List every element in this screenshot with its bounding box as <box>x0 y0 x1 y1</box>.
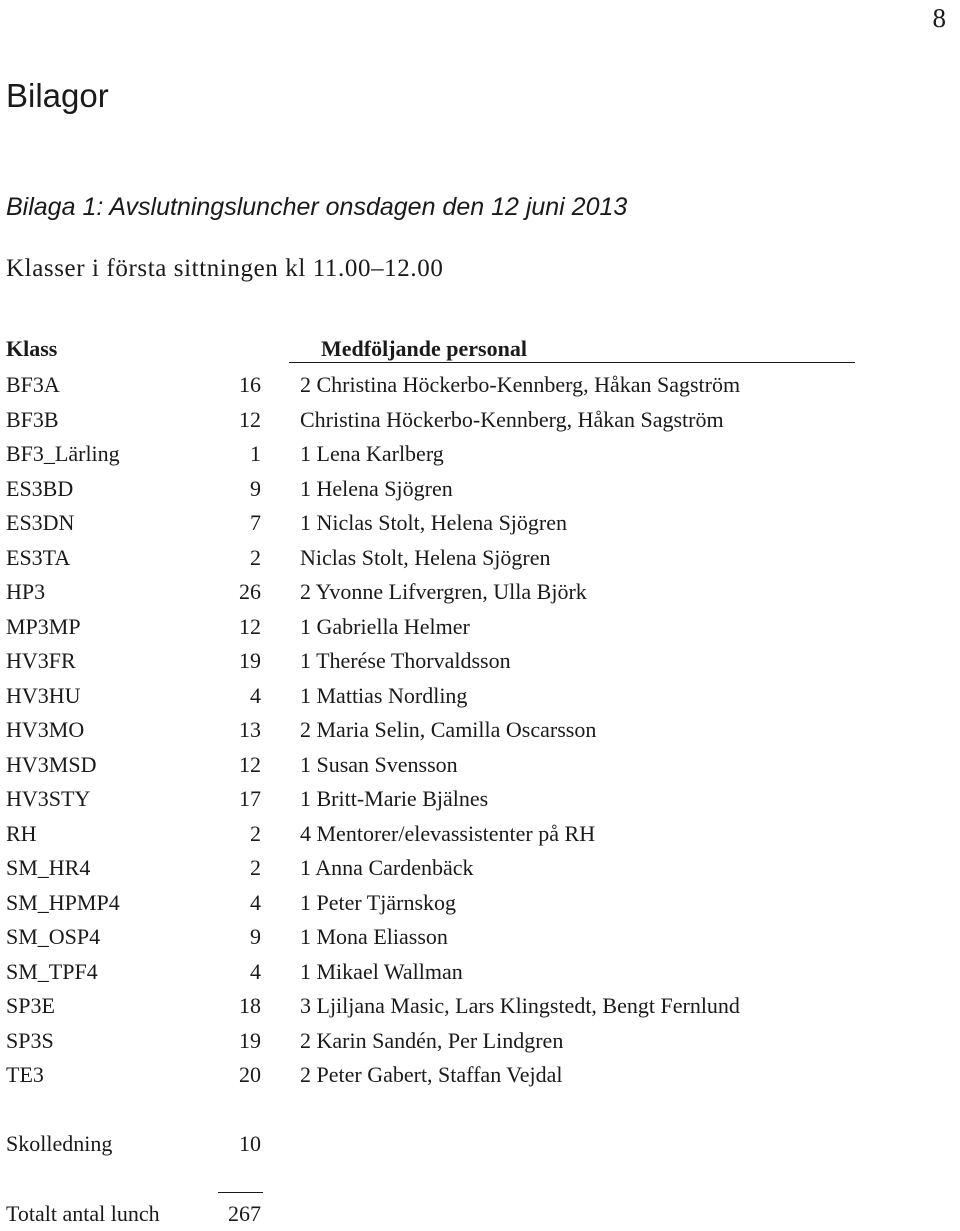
staff-cell: 1 Niclas Stolt, Helena Sjögren <box>300 510 568 535</box>
student-count-cell: 13 <box>239 717 261 742</box>
staff-cell: 1 Mona Eliasson <box>300 924 448 949</box>
class-name-cell: TE3 <box>6 1062 44 1087</box>
staff-cell: 3 Ljiljana Masic, Lars Klingstedt, Bengt Fernlund <box>300 993 740 1018</box>
class-name-cell: ES3TA <box>6 544 71 570</box>
class-name-cell: ES3BD <box>6 475 74 501</box>
column-header-staff: Medföljande personal <box>321 336 527 361</box>
student-count-cell: 18 <box>239 993 261 1018</box>
class-name-cell: BF3B <box>6 406 59 432</box>
class-name-cell: HV3STY <box>6 786 91 811</box>
student-count-cell: 2 <box>250 855 261 880</box>
student-count-cell: 17 <box>239 786 261 811</box>
staff-cell: 1 Gabriella Helmer <box>300 613 470 639</box>
student-count-cell: 9 <box>250 475 261 501</box>
staff-cell: 2 Maria Selin, Camilla Oscarsson <box>300 717 597 742</box>
staff-cell: Christina Höckerbo-Kennberg, Håkan Sagström <box>300 406 724 432</box>
total-label: Totalt antal lunch <box>6 1201 160 1226</box>
class-name-cell: ES3DN <box>6 510 75 535</box>
staff-cell: 4 Mentorer/elevassistenter på RH <box>300 820 596 846</box>
total-count: 267 <box>228 1201 261 1226</box>
student-count-cell: 20 <box>239 1062 261 1087</box>
staff-cell: Niclas Stolt, Helena Sjögren <box>300 544 551 570</box>
page-number: 8 <box>932 3 946 33</box>
student-count-cell: 4 <box>250 889 261 915</box>
staff-cell: 1 Susan Svensson <box>300 751 458 777</box>
class-name-cell: SP3E <box>6 993 55 1018</box>
student-count-cell: 12 <box>239 613 261 639</box>
staff-cell: 1 Mikael Wallman <box>300 958 463 984</box>
skolledning-label: Skolledning <box>6 1131 113 1156</box>
class-name-cell: HV3MSD <box>6 751 97 777</box>
skolledning-count: 10 <box>239 1131 261 1156</box>
staff-cell: 1 Helena Sjögren <box>300 475 453 501</box>
student-count-cell: 2 <box>250 820 261 846</box>
staff-cell: 2 Christina Höckerbo-Kennberg, Håkan Sagström <box>300 372 741 397</box>
student-count-cell: 19 <box>239 1027 261 1053</box>
student-count-cell: 16 <box>239 372 261 397</box>
staff-cell: 2 Peter Gabert, Staffan Vejdal <box>300 1062 563 1087</box>
class-name-cell: SP3S <box>6 1027 54 1053</box>
class-name-cell: HP3 <box>6 579 46 604</box>
class-name-cell: HV3FR <box>6 648 76 673</box>
class-name-cell: SM_HPMP4 <box>6 889 120 915</box>
page-heading: Bilagor <box>6 77 109 114</box>
class-name-cell: MP3MP <box>6 613 81 639</box>
class-name-cell: BF3_Lärling <box>6 441 120 466</box>
class-name-cell: HV3MO <box>6 717 85 742</box>
total-sum-line <box>218 1192 263 1193</box>
seating-subtitle: Klasser i första sittningen kl 11.00–12.00 <box>6 255 444 282</box>
staff-cell: 1 Lena Karlberg <box>300 441 444 466</box>
student-count-cell: 1 <box>250 441 261 466</box>
header-underline <box>289 362 855 363</box>
staff-cell: 1 Mattias Nordling <box>300 682 468 708</box>
column-header-klass: Klass <box>6 336 58 361</box>
class-name-cell: SM_TPF4 <box>6 958 98 984</box>
class-name-cell: BF3A <box>6 372 60 397</box>
staff-cell: 2 Karin Sandén, Per Lindgren <box>300 1027 564 1053</box>
staff-cell: 2 Yvonne Lifvergren, Ulla Björk <box>300 579 587 604</box>
appendix-title: Bilaga 1: Avslutningsluncher onsdagen den 12 juni 2013 <box>6 193 628 221</box>
student-count-cell: 12 <box>239 406 261 432</box>
staff-cell: 1 Therése Thorvaldsson <box>300 648 511 673</box>
staff-cell: 1 Peter Tjärnskog <box>300 889 457 915</box>
staff-cell: 1 Britt-Marie Bjälnes <box>300 786 489 811</box>
class-name-cell: SM_HR4 <box>6 855 91 880</box>
student-count-cell: 12 <box>239 751 261 777</box>
student-count-cell: 26 <box>239 579 261 604</box>
student-count-cell: 19 <box>239 648 261 673</box>
student-count-cell: 4 <box>250 682 261 708</box>
student-count-cell: 2 <box>250 544 261 570</box>
class-name-cell: SM_OSP4 <box>6 924 101 949</box>
class-name-cell: HV3HU <box>6 682 81 708</box>
student-count-cell: 4 <box>250 958 261 984</box>
staff-cell: 1 Anna Cardenbäck <box>300 855 474 880</box>
student-count-cell: 7 <box>250 510 261 535</box>
student-count-cell: 9 <box>250 924 261 949</box>
class-name-cell: RH <box>6 820 37 846</box>
